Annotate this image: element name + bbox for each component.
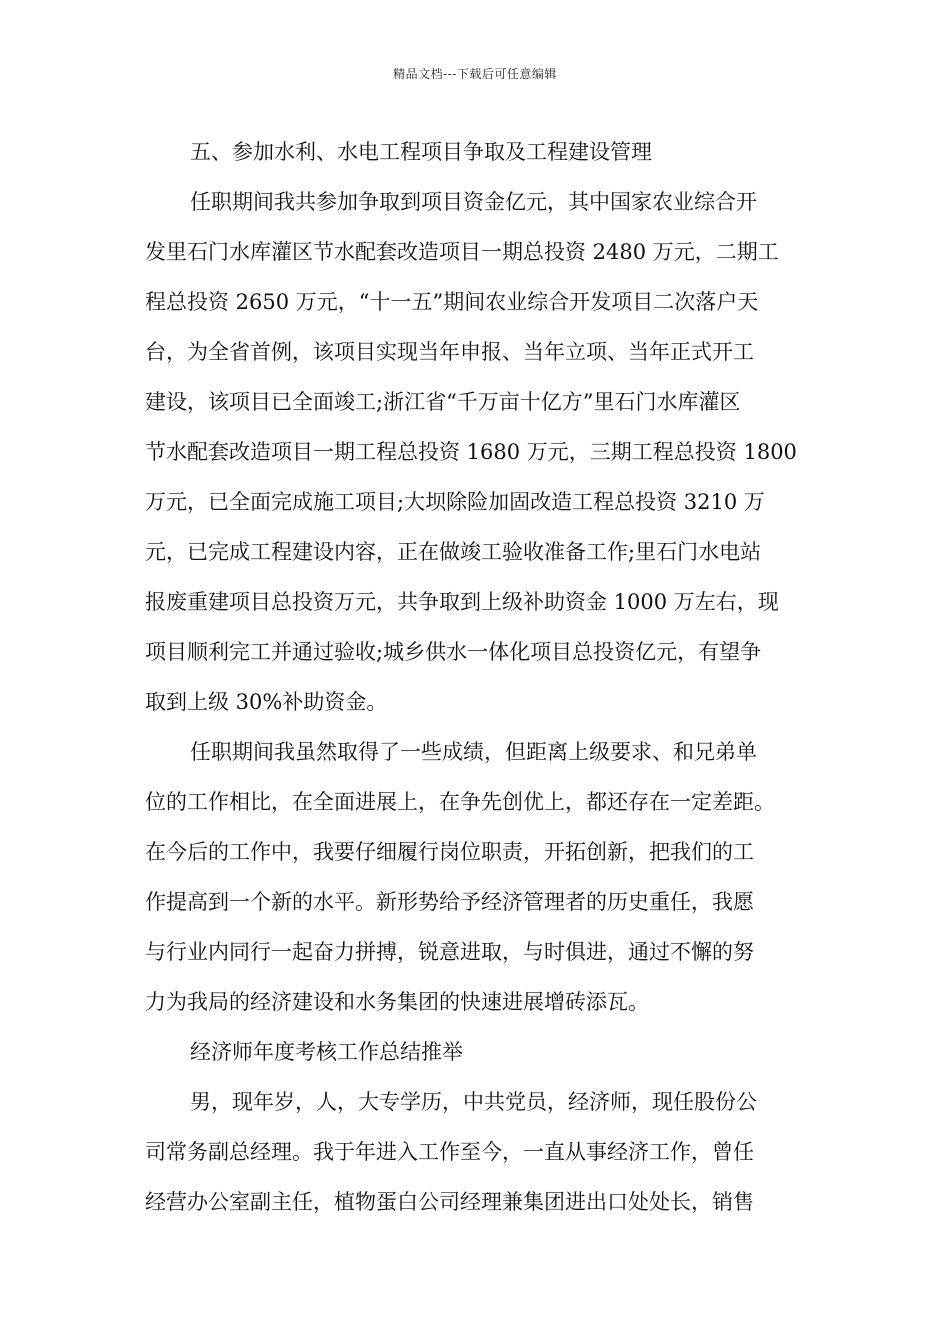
paragraph-line: 发里石门水库灌区节水配套改造项目一期总投资 2480 万元，二期工 (145, 240, 779, 264)
paragraph-line: 建设，该项目已全面竣工;浙江省“千万亩十亿方”里石门水库灌区 (145, 390, 741, 414)
paragraph-line: 在今后的工作中，我要仔细履行岗位职责，开拓创新，把我们的工 (145, 840, 754, 864)
paragraph-line: 台，为全省首例，该项目实现当年申报、当年立项、当年正式开工 (145, 340, 754, 364)
paragraph-line: 位的工作相比，在全面进展上，在争先创优上，都还存在一定差距。 (145, 790, 775, 814)
paragraph-line: 任职期间我共参加争取到项目资金亿元，其中国家农业综合开 (190, 190, 757, 214)
paragraph-line: 与行业内同行一起奋力拼搏，锐意进取，与时俱进，通过不懈的努 (145, 940, 754, 964)
paragraph-line: 项目顺利完工并通过验收;城乡供水一体化项目总投资亿元，有望争 (145, 640, 762, 664)
paragraph-line: 作提高到一个新的水平。新形势给予经济管理者的历史重任，我愿 (145, 890, 754, 914)
paragraph-line: 节水配套改造项目一期工程总投资 1680 万元，三期工程总投资 1800 (145, 440, 797, 464)
section-heading: 五、参加水利、水电工程项目争取及工程建设管理 (190, 140, 652, 164)
paragraph-line: 男，现年岁，人，大专学历，中共党员，经济师，现任股份公 (190, 1090, 757, 1114)
paragraph-line: 司常务副总经理。我于年进入工作至今，一直从事经济工作，曾任 (145, 1140, 754, 1164)
paragraph-line: 报废重建项目总投资万元，共争取到上级补助资金 1000 万左右，现 (145, 590, 779, 614)
paragraph-line: 程总投资 2650 万元，“十一五”期间农业综合开发项目二次落户天 (145, 290, 759, 314)
paragraph-line: 万元，已全面完成施工项目;大坝除险加固改造工程总投资 3210 万 (145, 490, 765, 514)
page-header: 精品文档---下载后可任意编辑 (393, 67, 557, 81)
paragraph-line: 元，已完成工程建设内容，正在做竣工验收准备工作;里石门水电站 (145, 540, 762, 564)
paragraph-line: 力为我局的经济建设和水务集团的快速进展增砖添瓦。 (145, 990, 649, 1014)
paragraph-line: 取到上级 30%补助资金。 (145, 690, 388, 714)
document-body (145, 131, 807, 1231)
section-title: 经济师年度考核工作总结推举 (190, 1040, 463, 1064)
paragraph-line: 任职期间我虽然取得了一些成绩，但距离上级要求、和兄弟单 (190, 740, 757, 764)
paragraph-line: 经营办公室副主任，植物蛋白公司经理兼集团进出口处处长，销售 (145, 1190, 754, 1214)
